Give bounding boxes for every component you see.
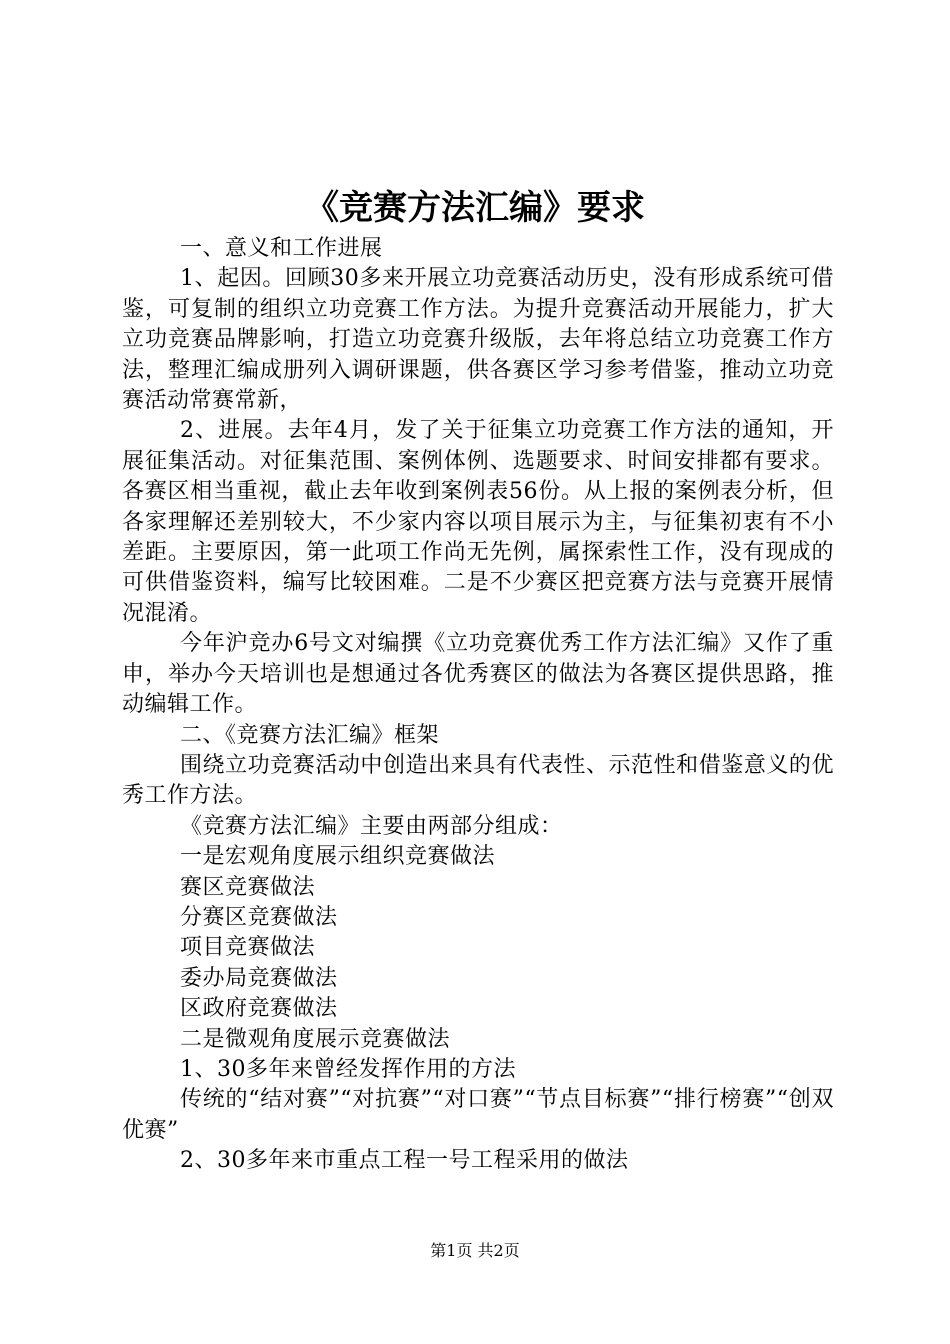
paragraph-cause: 1、起因。回顾30多来开展立功竞赛活动历史，没有形成系统可借鉴，可复制的组织立功竞赛工作方法。为提升竞赛活动开展能力，扩大立功竞赛品牌影响，打造立功竞赛升级版，去年将总结立功竞赛工作方法，整理汇编成册列入调研课题，供各赛区学习参考借鉴，推动立功竞赛活动常赛常新， bbox=[122, 266, 834, 414]
list-item: 区政府竞赛做法 bbox=[180, 996, 338, 1022]
paragraph-traditional-methods: 传统的“结对赛”“对抗赛”“对口赛”“节点目标赛”“排行榜赛”“创双优赛” bbox=[122, 1087, 834, 1143]
paragraph-reiteration: 今年沪竞办6号文对编撰《立功竞赛优秀工作方法汇编》又作了重申，举办今天培训也是想通过各优秀赛区的做法为各赛区提供思路，推动编辑工作。 bbox=[122, 631, 834, 718]
paragraph-composition: 《竞赛方法汇编》主要由两部分组成： bbox=[180, 813, 563, 839]
list-item: 1、30多年来曾经发挥作用的方法 bbox=[180, 1056, 516, 1082]
list-item-micro: 二是微观角度展示竞赛做法 bbox=[180, 1026, 451, 1052]
list-item: 分赛区竞赛做法 bbox=[180, 904, 338, 930]
list-item: 项目竞赛做法 bbox=[180, 935, 316, 961]
section-heading-significance: 一、意义和工作进展 bbox=[180, 236, 383, 261]
list-item: 2、30多年来市重点工程一号工程采用的做法 bbox=[180, 1148, 629, 1174]
list-item: 赛区竞赛做法 bbox=[180, 874, 316, 900]
section-heading-framework: 二、《竞赛方法汇编》框架 bbox=[180, 722, 440, 748]
document-title: 《竞赛方法汇编》要求 bbox=[305, 188, 645, 228]
paragraph-framework-scope: 围绕立功竞赛活动中创造出来具有代表性、示范性和借鉴意义的优秀工作方法。 bbox=[122, 752, 834, 809]
list-item: 委办局竞赛做法 bbox=[180, 965, 338, 991]
document-body bbox=[122, 234, 834, 1177]
paragraph-progress: 2、进展。去年4月，发了关于征集立功竞赛工作方法的通知，开展征集活动。对征集范围、案例体例、选题要求、时间安排都有要求。各赛区相当重视，截止去年收到案例表56份。从上报的案例表分析，但各家理解还差别较大，不少家内容以项目展示为主，与征集初衷有不小差距。主要原因，第一此项工作尚无先例，属探索性工作，没有现成的可供借鉴资料，编写比较困难。二是不少赛区把竞赛方法与竞赛开展情况混淆。 bbox=[122, 418, 834, 626]
list-item-macro: 一是宏观角度展示组织竞赛做法 bbox=[180, 844, 496, 870]
page-footer: 第1页 共2页 bbox=[430, 1241, 520, 1260]
